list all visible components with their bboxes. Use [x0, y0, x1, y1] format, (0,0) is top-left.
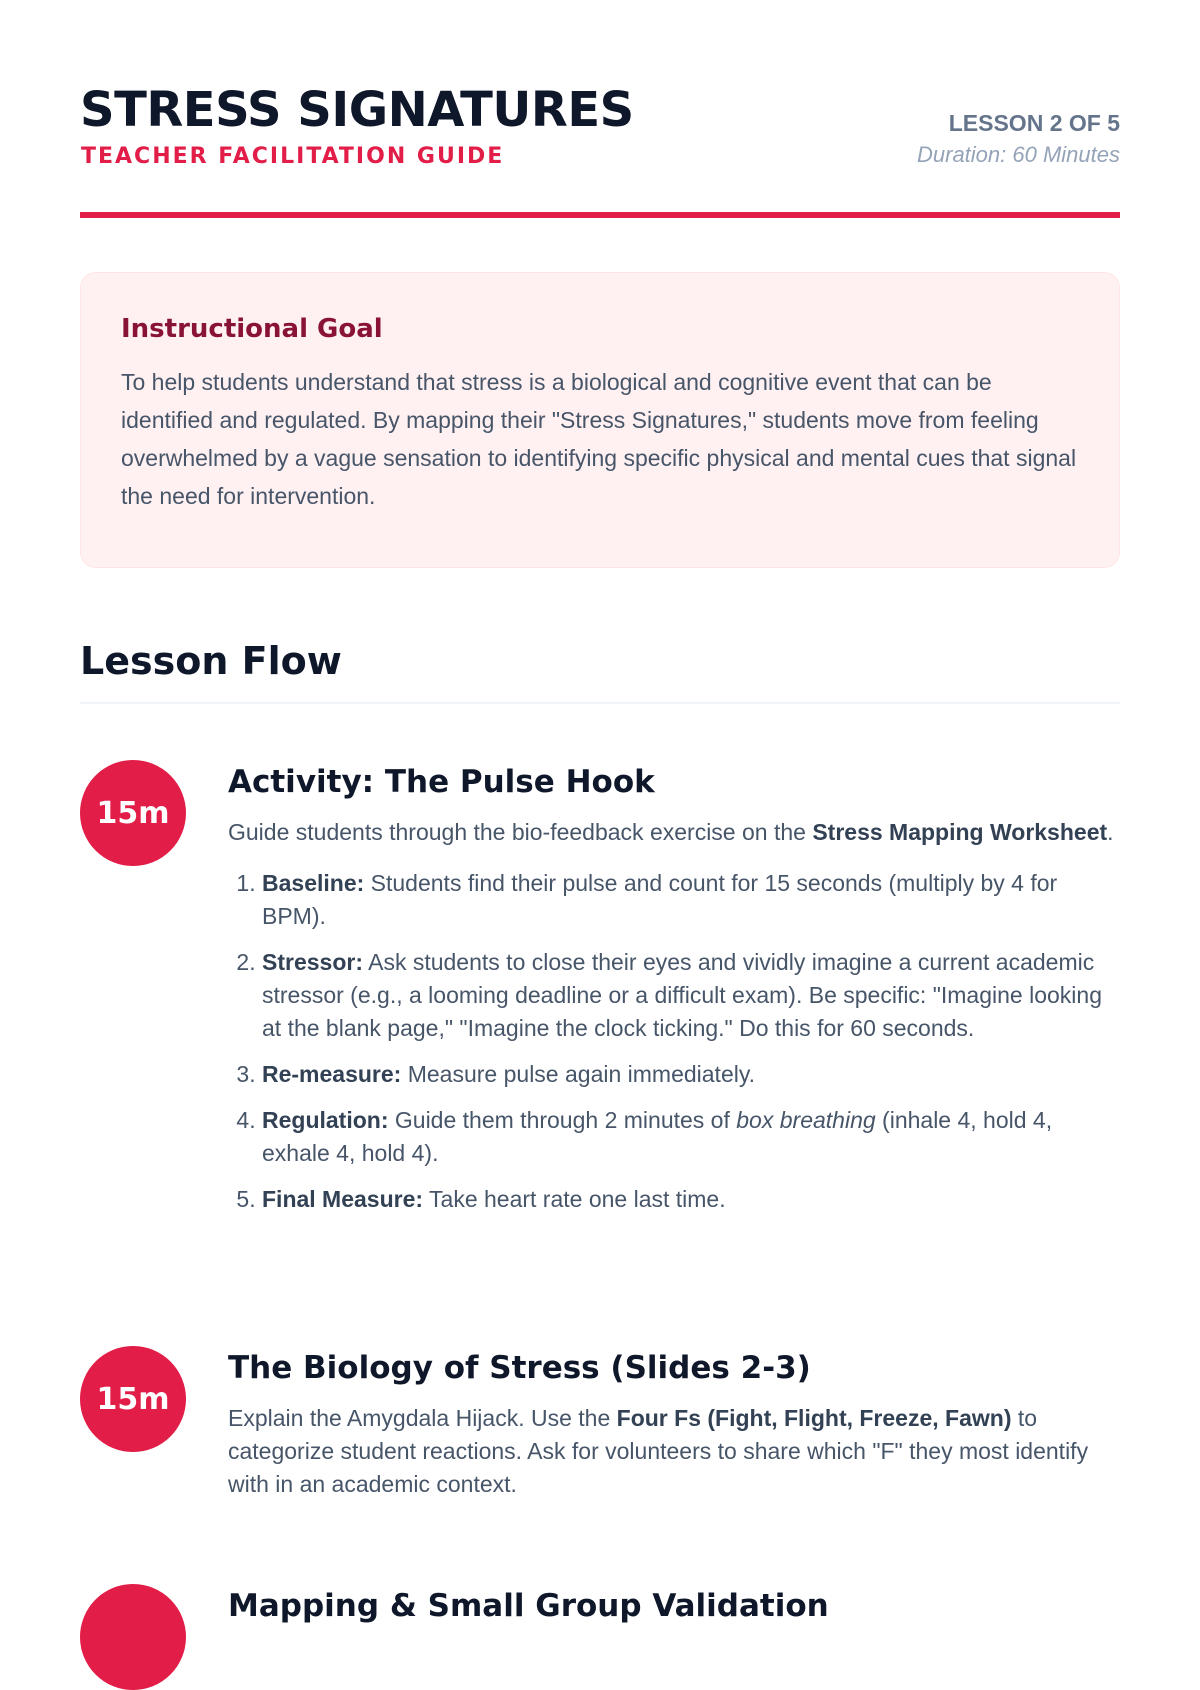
step-title: Activity: The Pulse Hook	[228, 764, 655, 800]
step-body	[228, 760, 1120, 1229]
time-badge: 15m	[80, 760, 186, 866]
step-description-end: .	[1107, 819, 1114, 845]
step-body	[228, 1346, 1120, 1501]
goal-title: Instructional Goal	[121, 314, 383, 344]
page-title: STRESS SIGNATURES	[80, 82, 634, 138]
list-item-label: Regulation:	[262, 1107, 389, 1133]
list-item-text: Measure pulse again immediately.	[401, 1061, 756, 1087]
list-item-text: Ask students to close their eyes and vividly imagine a current academic stressor (e.g., a looming deadline or a difficult exam). Be specific: "Imagine looking at the blank page," "Imagine the clock ticking." Do this for 60 seconds.	[262, 949, 1102, 1041]
step-description-text: Guide students through the bio-feedback exercise on the	[228, 819, 813, 845]
list-item	[262, 1183, 1120, 1216]
lesson-flow-heading: Lesson Flow	[80, 639, 342, 683]
list-item	[262, 946, 1120, 1045]
list-item	[262, 1104, 1120, 1170]
list-item	[262, 867, 1120, 933]
lesson-flow-divider	[80, 702, 1120, 704]
list-item-text: Students find their pulse and count for 15 seconds (multiply by 4 for BPM).	[262, 870, 1058, 929]
list-item-label: Final Measure:	[262, 1186, 424, 1212]
list-item	[262, 1058, 1120, 1091]
list-item-emphasis: box breathing	[736, 1107, 876, 1133]
list-item-text: Take heart rate one last time.	[423, 1186, 726, 1212]
worksheet-name: Stress Mapping Worksheet	[812, 819, 1108, 845]
step-description	[228, 1402, 1120, 1501]
list-item-text: (inhale 4, hold 4, exhale 4, hold 4).	[262, 1107, 1053, 1166]
page-subtitle: TEACHER FACILITATION GUIDE	[81, 144, 505, 169]
step-title: Mapping & Small Group Validation	[228, 1588, 829, 1624]
list-item-label: Baseline:	[262, 870, 365, 896]
four-fs-term: Four Fs (Fight, Flight, Freeze, Fawn)	[616, 1405, 1012, 1431]
step-title: The Biology of Stress (Slides 2-3)	[228, 1350, 811, 1386]
step-body	[228, 1584, 1120, 1628]
step-description	[228, 816, 1120, 849]
header-divider	[80, 212, 1120, 218]
lesson-number: LESSON 2 OF 5	[948, 110, 1120, 136]
header	[80, 80, 1120, 220]
list-item-label: Stressor:	[262, 949, 363, 975]
lesson-meta	[917, 108, 1120, 172]
instructional-goal-card	[80, 272, 1120, 568]
activity-steps-list	[228, 867, 1120, 1216]
list-item-label: Re-measure:	[262, 1061, 402, 1087]
goal-text: To help students understand that stress is a biological and cognitive event that can be identified and regulated. By mapping their "Stress Signatures," students move from feeling overwhelmed by a vague sensation to identifying specific physical and mental cues that signal the need for intervention.	[121, 369, 1077, 509]
lesson-duration: Duration: 60 Minutes	[917, 142, 1120, 167]
time-badge: 15m	[80, 1346, 186, 1452]
time-badge	[80, 1584, 186, 1690]
step-description-end: to categorize student reactions. Ask for volunteers to share which "F" they most identify with in an academic context.	[228, 1405, 1089, 1497]
step-description-text: Explain the Amygdala Hijack. Use the	[228, 1405, 617, 1431]
list-item-text: Guide them through 2 minutes of	[388, 1107, 737, 1133]
